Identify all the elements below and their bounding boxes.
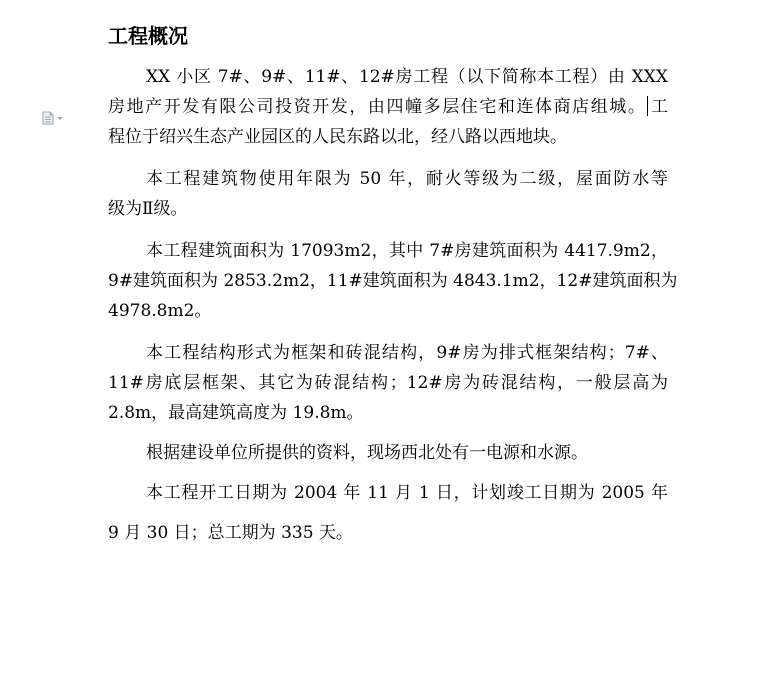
paragraph-line: 4978.8m2。 [108, 301, 212, 321]
paragraph-marker[interactable] [42, 111, 63, 125]
paragraph-line: 2.8m，最高建筑高度为 19.8m。 [108, 403, 364, 423]
paragraph-line: 本工程开工日期为 2004 年 11 月 1 日，计划竣工日期为 2005 年 [146, 483, 668, 503]
paragraph-line: 本工程结构形式为框架和砖混结构，9#房为排式框架结构；7#、 [146, 343, 668, 363]
paragraph-line: 9 月 30 日；总工期为 335 天。 [108, 523, 353, 543]
paragraph-line: 级为Ⅱ级。 [108, 199, 188, 219]
paragraph-line: 房地产开发有限公司投资开发，由四幢多层住宅和连体商店组城。 工 [108, 97, 669, 117]
paragraph-line: 本工程建筑面积为 17093m2，其中 7#房建筑面积为 4417.9m2， [146, 241, 668, 261]
paragraph-line: 根据建设单位所提供的资料，现场西北处有一电源和水源。 [146, 443, 588, 463]
paragraph-line: 9#建筑面积为 2853.2m2，11#建筑面积为 4843.1m2，12#建筑面积为 [108, 271, 678, 291]
document-heading: 工程概况 [108, 24, 188, 48]
chevron-down-icon[interactable] [57, 117, 63, 120]
document-outline-icon [42, 111, 54, 125]
document-body[interactable] [108, 62, 678, 548]
paragraph-line: XX 小区 7#、9#、11#、12#房工程（以下简称本工程）由 XXX [146, 67, 668, 87]
paragraph-line: 本工程建筑物使用年限为 50 年，耐火等级为二级，屋面防水等 [146, 169, 668, 189]
paragraph-line: 程位于绍兴生态产业园区的人民东路以北，经八路以西地块。 [108, 127, 567, 147]
paragraph-line: 11#房底层框架、其它为砖混结构；12#房为砖混结构，一般层高为 [108, 373, 668, 393]
